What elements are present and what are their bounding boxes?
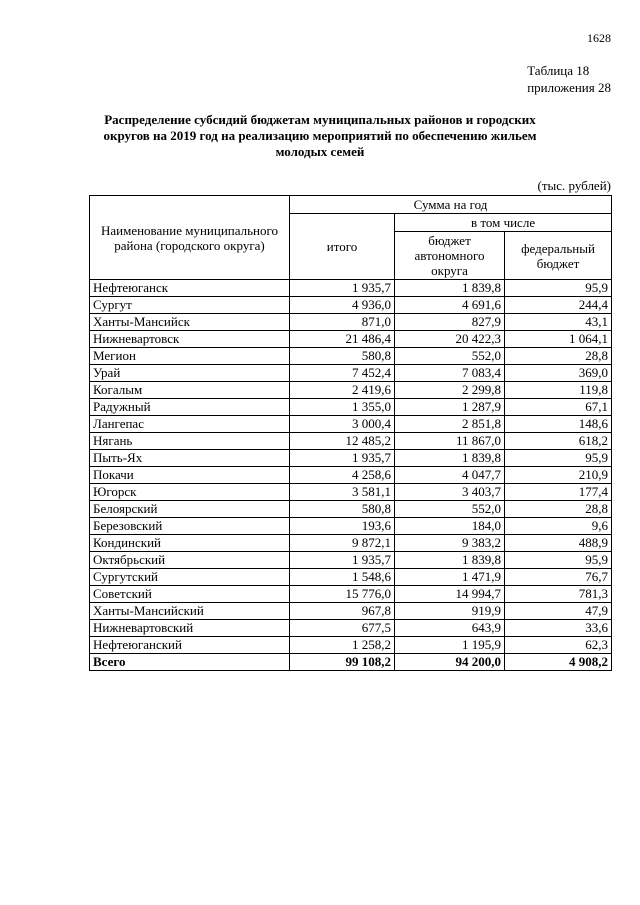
table-row [90, 399, 612, 416]
municipality-name-cell: Ханты-Мансийский [90, 603, 290, 620]
ao-budget-cell: 20 422,3 [395, 331, 505, 348]
federal-budget-cell: 369,0 [505, 365, 612, 382]
total-amount-cell: 1 355,0 [290, 399, 395, 416]
federal-budget-cell: 148,6 [505, 416, 612, 433]
table-row [90, 433, 612, 450]
table-row [90, 450, 612, 467]
total-amount-cell: 677,5 [290, 620, 395, 637]
total-amount-cell: 21 486,4 [290, 331, 395, 348]
total-amount-cell: 7 452,4 [290, 365, 395, 382]
municipality-name-cell: Нижневартовский [90, 620, 290, 637]
municipality-name-cell: Покачи [90, 467, 290, 484]
municipality-name-cell: Лангепас [90, 416, 290, 433]
header-ao-budget: бюджет автономного округа [395, 232, 505, 280]
municipality-name-cell: Кондинский [90, 535, 290, 552]
federal-budget-cell: 9,6 [505, 518, 612, 535]
ao-budget-cell: 184,0 [395, 518, 505, 535]
ao-budget-cell: 552,0 [395, 348, 505, 365]
federal-budget-cell: 67,1 [505, 399, 612, 416]
ao-budget-cell: 2 851,8 [395, 416, 505, 433]
table-row [90, 280, 612, 297]
table-reference [527, 62, 611, 96]
total-amount-cell: 1 935,7 [290, 450, 395, 467]
municipality-name-cell: Всего [90, 654, 290, 671]
table-row [90, 586, 612, 603]
federal-budget-cell: 210,9 [505, 467, 612, 484]
table-row [90, 552, 612, 569]
municipality-name-cell: Пыть-Ях [90, 450, 290, 467]
total-amount-cell: 967,8 [290, 603, 395, 620]
total-amount-cell: 99 108,2 [290, 654, 395, 671]
ao-budget-cell: 1 471,9 [395, 569, 505, 586]
ao-budget-cell: 827,9 [395, 314, 505, 331]
total-amount-cell: 580,8 [290, 501, 395, 518]
municipality-name-cell: Урай [90, 365, 290, 382]
federal-budget-cell: 618,2 [505, 433, 612, 450]
appendix-reference: приложения 28 [527, 80, 611, 95]
page-number: 1628 [587, 31, 611, 45]
ao-budget-cell: 9 383,2 [395, 535, 505, 552]
municipality-name-cell: Когалым [90, 382, 290, 399]
federal-budget-cell: 62,3 [505, 637, 612, 654]
table-row [90, 484, 612, 501]
table-row [90, 501, 612, 518]
header-sum-per-year: Сумма на год [290, 196, 612, 214]
table-row [90, 637, 612, 654]
total-amount-cell: 4 936,0 [290, 297, 395, 314]
table-row [90, 518, 612, 535]
ao-budget-cell: 3 403,7 [395, 484, 505, 501]
ao-budget-cell: 1 839,8 [395, 450, 505, 467]
ao-budget-cell: 14 994,7 [395, 586, 505, 603]
table-row [90, 365, 612, 382]
municipality-name-cell: Советский [90, 586, 290, 603]
municipality-name-cell: Нефтеюганский [90, 637, 290, 654]
ao-budget-cell: 1 195,9 [395, 637, 505, 654]
federal-budget-cell: 244,4 [505, 297, 612, 314]
table-row [90, 382, 612, 399]
total-amount-cell: 580,8 [290, 348, 395, 365]
total-amount-cell: 3 581,1 [290, 484, 395, 501]
federal-budget-cell: 488,9 [505, 535, 612, 552]
total-amount-cell: 4 258,6 [290, 467, 395, 484]
table-row [90, 331, 612, 348]
ao-budget-cell: 11 867,0 [395, 433, 505, 450]
header-including: в том числе [395, 214, 612, 232]
ao-budget-cell: 1 839,8 [395, 280, 505, 297]
total-amount-cell: 193,6 [290, 518, 395, 535]
header-federal-budget: федеральный бюджет [505, 232, 612, 280]
ao-budget-cell: 94 200,0 [395, 654, 505, 671]
table-row [90, 314, 612, 331]
federal-budget-cell: 4 908,2 [505, 654, 612, 671]
total-row [90, 654, 612, 671]
table-row [90, 348, 612, 365]
ao-budget-cell: 4 047,7 [395, 467, 505, 484]
federal-budget-cell: 28,8 [505, 348, 612, 365]
header-name: Наименование муниципального района (городского округа) [90, 196, 290, 280]
municipality-name-cell: Нефтеюганск [90, 280, 290, 297]
unit-label: (тыс. рублей) [537, 178, 611, 193]
header-total: итого [290, 214, 395, 280]
total-amount-cell: 15 776,0 [290, 586, 395, 603]
total-amount-cell: 1 935,7 [290, 552, 395, 569]
municipality-name-cell: Сургутский [90, 569, 290, 586]
table-row [90, 620, 612, 637]
subsidy-table [89, 195, 612, 671]
federal-budget-cell: 1 064,1 [505, 331, 612, 348]
document-title: Распределение субсидий бюджетам муниципальных районов и городских округов на 2019 год на реализацию мероприятий по обеспечению жильем молодых семей [103, 112, 537, 159]
table-row [90, 603, 612, 620]
total-amount-cell: 871,0 [290, 314, 395, 331]
federal-budget-cell: 95,9 [505, 280, 612, 297]
municipality-name-cell: Нижневартовск [90, 331, 290, 348]
federal-budget-cell: 95,9 [505, 450, 612, 467]
total-amount-cell: 9 872,1 [290, 535, 395, 552]
federal-budget-cell: 119,8 [505, 382, 612, 399]
municipality-name-cell: Сургут [90, 297, 290, 314]
total-amount-cell: 2 419,6 [290, 382, 395, 399]
federal-budget-cell: 33,6 [505, 620, 612, 637]
ao-budget-cell: 1 287,9 [395, 399, 505, 416]
total-amount-cell: 1 258,2 [290, 637, 395, 654]
total-amount-cell: 3 000,4 [290, 416, 395, 433]
municipality-name-cell: Радужный [90, 399, 290, 416]
ao-budget-cell: 4 691,6 [395, 297, 505, 314]
federal-budget-cell: 43,1 [505, 314, 612, 331]
municipality-name-cell: Нягань [90, 433, 290, 450]
federal-budget-cell: 95,9 [505, 552, 612, 569]
federal-budget-cell: 781,3 [505, 586, 612, 603]
ao-budget-cell: 7 083,4 [395, 365, 505, 382]
total-amount-cell: 12 485,2 [290, 433, 395, 450]
municipality-name-cell: Югорск [90, 484, 290, 501]
ao-budget-cell: 643,9 [395, 620, 505, 637]
table-row [90, 297, 612, 314]
federal-budget-cell: 47,9 [505, 603, 612, 620]
ao-budget-cell: 919,9 [395, 603, 505, 620]
total-amount-cell: 1 935,7 [290, 280, 395, 297]
federal-budget-cell: 177,4 [505, 484, 612, 501]
ao-budget-cell: 552,0 [395, 501, 505, 518]
total-amount-cell: 1 548,6 [290, 569, 395, 586]
municipality-name-cell: Ханты-Мансийск [90, 314, 290, 331]
ao-budget-cell: 1 839,8 [395, 552, 505, 569]
ao-budget-cell: 2 299,8 [395, 382, 505, 399]
federal-budget-cell: 28,8 [505, 501, 612, 518]
table-row [90, 535, 612, 552]
table-row [90, 569, 612, 586]
municipality-name-cell: Мегион [90, 348, 290, 365]
table-row [90, 467, 612, 484]
federal-budget-cell: 76,7 [505, 569, 612, 586]
table-number: Таблица 18 [527, 63, 590, 78]
municipality-name-cell: Березовский [90, 518, 290, 535]
municipality-name-cell: Белоярский [90, 501, 290, 518]
table-row [90, 416, 612, 433]
municipality-name-cell: Октябрьский [90, 552, 290, 569]
